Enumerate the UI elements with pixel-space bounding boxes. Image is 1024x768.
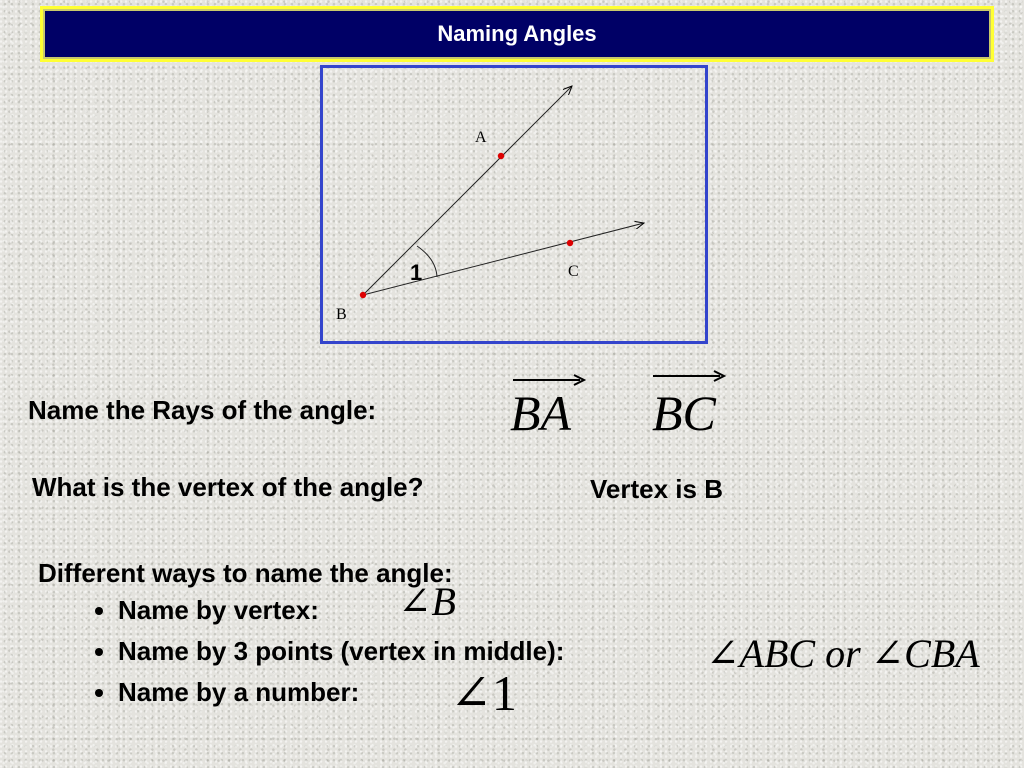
point-a-label: A: [475, 129, 487, 146]
vertex-answer: Vertex is B: [590, 474, 723, 504]
title-bar: [40, 6, 994, 62]
ray-ba: [363, 86, 572, 295]
ray-bc: [363, 223, 644, 295]
angle-1-notation: ∠1: [450, 665, 517, 721]
ray-bc-notation: BC: [652, 385, 716, 441]
slide-title: Naming Angles: [43, 9, 991, 59]
point-b-dot: [360, 292, 366, 298]
angle-b-notation: ∠B: [398, 579, 456, 624]
ways-heading: Different ways to name the angle:: [38, 558, 453, 588]
way-label-number: Name by a number:: [118, 677, 360, 707]
angle-diagram: [320, 65, 708, 344]
way-label-three-points: Name by 3 points (vertex in middle):: [118, 636, 565, 666]
point-b-label: B: [336, 306, 347, 323]
rays-question: Name the Rays of the angle:: [28, 395, 377, 425]
point-c-dot: [567, 240, 573, 246]
way-label-vertex: Name by vertex:: [118, 595, 319, 625]
angle-diagram-svg: [323, 68, 705, 341]
point-c-label: C: [568, 263, 579, 280]
point-a-dot: [498, 153, 504, 159]
ray-bc-arrow: [652, 368, 728, 382]
angle-number-label: 1: [410, 260, 423, 285]
vertex-question: What is the vertex of the angle?: [32, 472, 424, 502]
angle-abc-notation: ∠ABC or ∠CBA: [706, 631, 980, 676]
ray-ba-notation: BA: [510, 385, 572, 441]
list-item: [118, 590, 564, 631]
